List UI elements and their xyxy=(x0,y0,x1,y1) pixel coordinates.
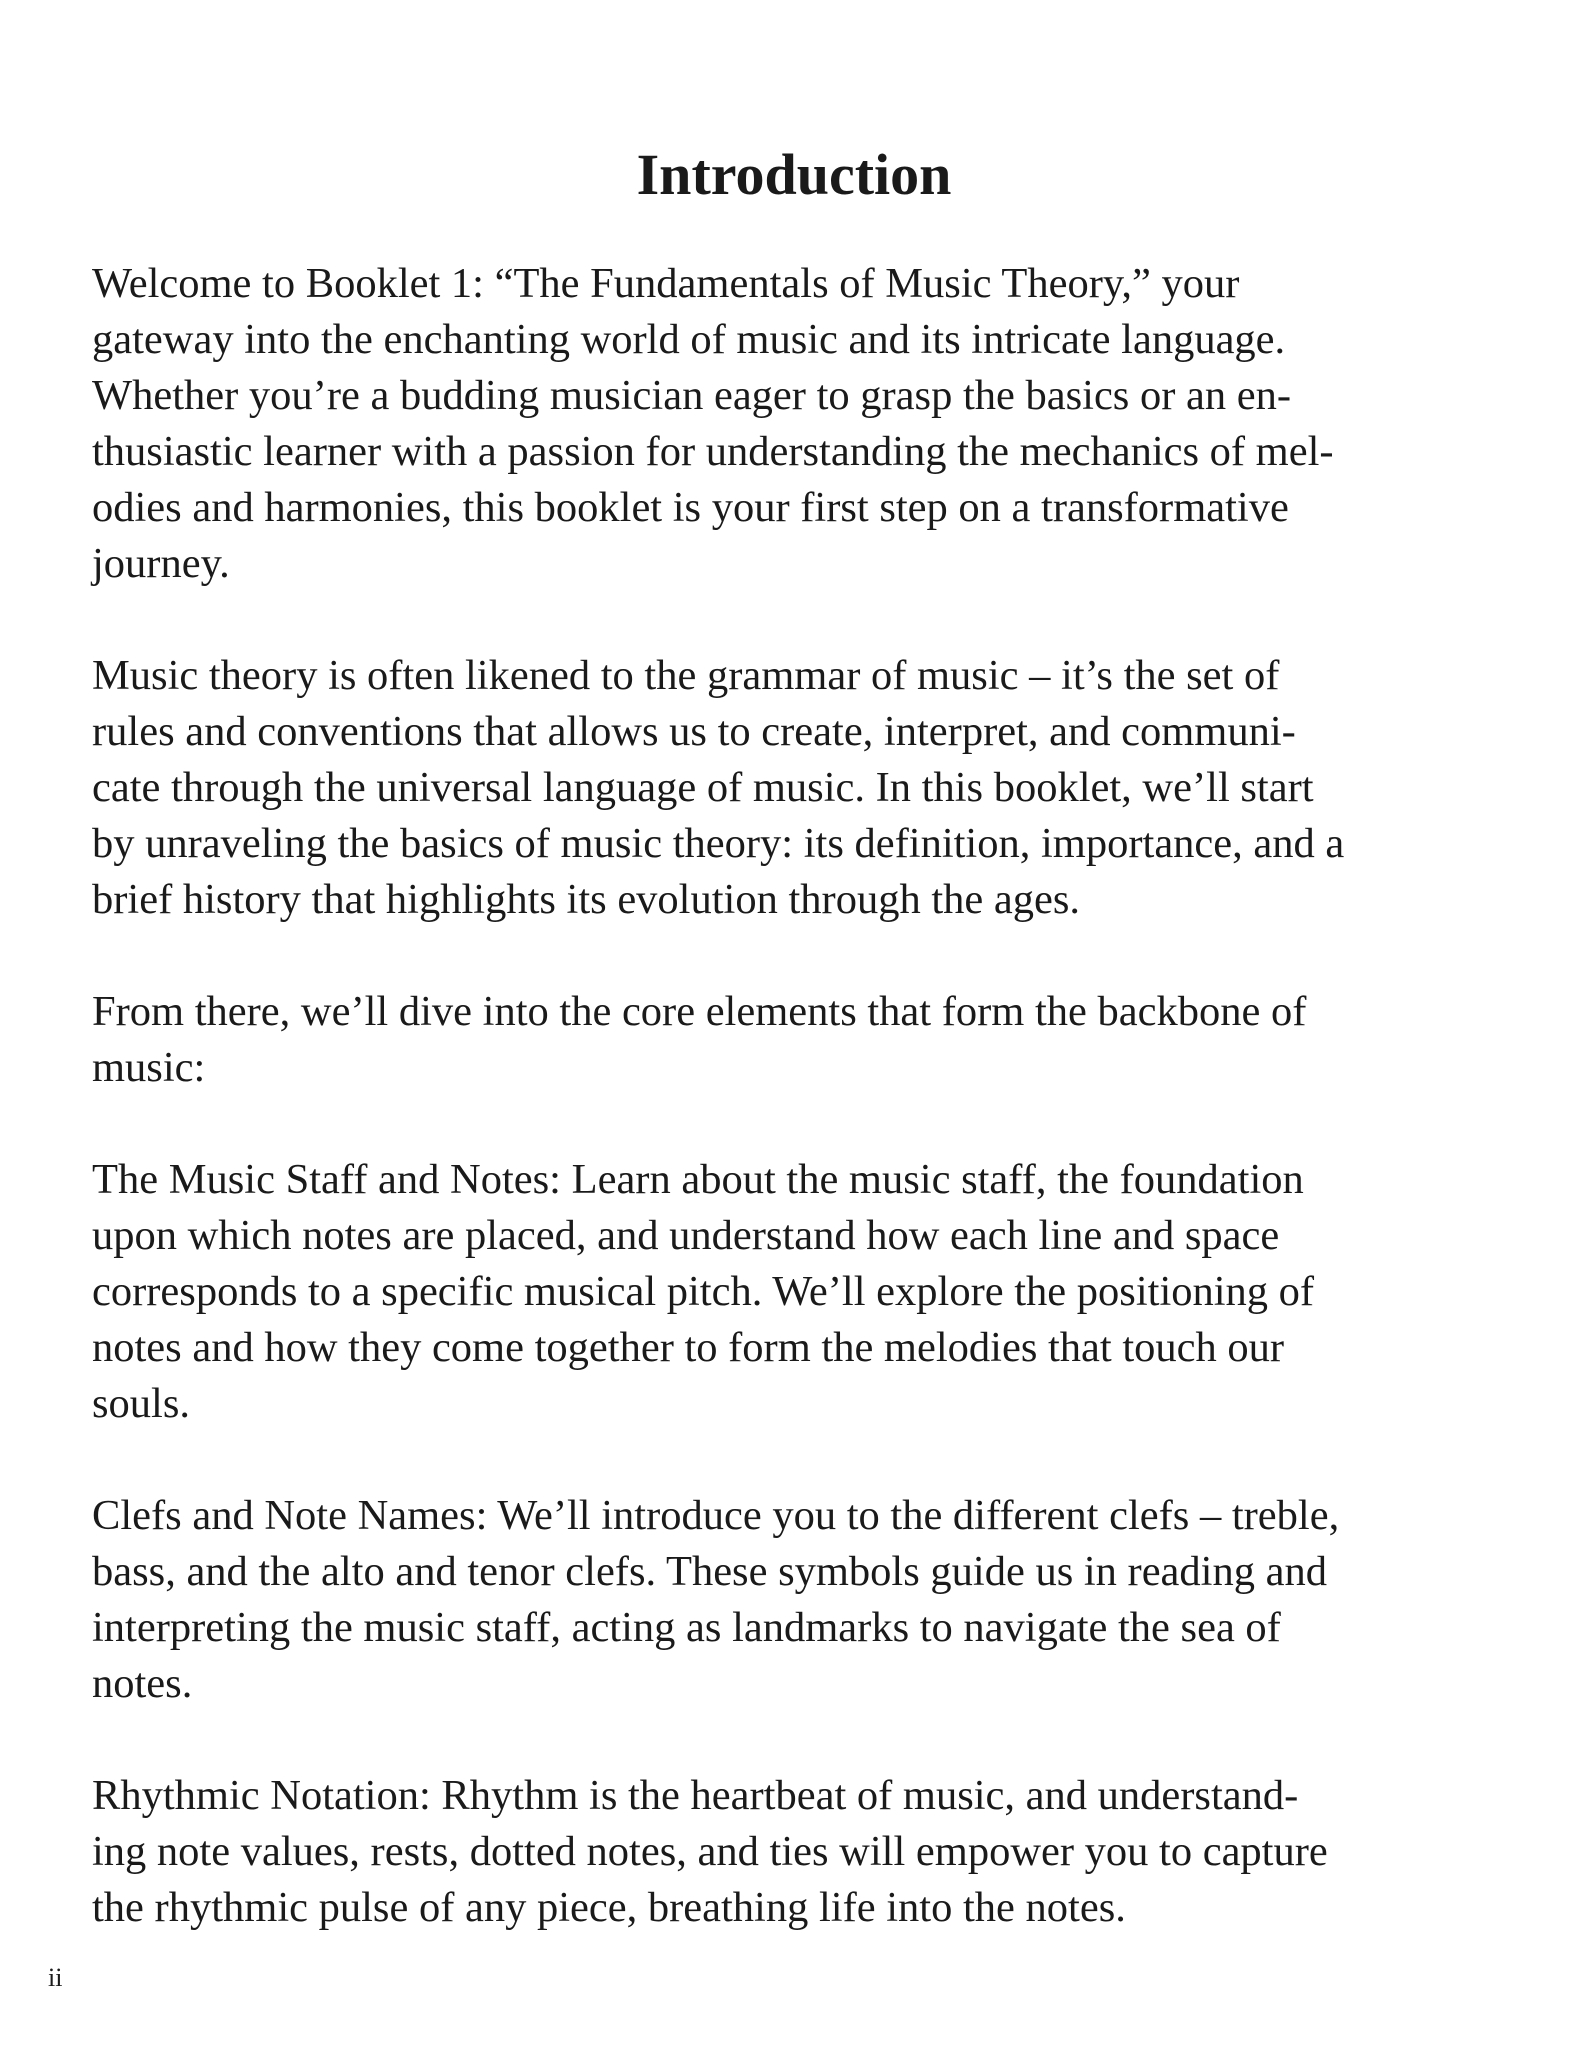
page-title: Introduction xyxy=(636,142,952,207)
text-line: souls. xyxy=(92,1380,191,1427)
text-line: music: xyxy=(92,1044,206,1091)
text-line: upon which notes are placed, and understand how each line and space xyxy=(92,1212,1280,1259)
paragraph-staff-and-notes xyxy=(92,1152,1502,1432)
body-text xyxy=(92,256,1502,1992)
text-line: brief history that highlights its evolution through the ages. xyxy=(92,876,1081,923)
paragraph-rhythm xyxy=(92,1768,1502,1936)
text-line: Rhythmic Notation: Rhythm is the heartbeat of music, and understand- xyxy=(92,1772,1299,1819)
text-line: cate through the universal language of music. In this booklet, we’ll start xyxy=(92,764,1314,811)
text-line: thusiastic learner with a passion for understanding the mechanics of mel- xyxy=(92,428,1334,475)
text-line: gateway into the enchanting world of music and its intricate language. xyxy=(92,316,1286,363)
text-line: corresponds to a specific musical pitch. We’ll explore the positioning of xyxy=(92,1268,1315,1315)
text-line: Whether you’re a budding musician eager to grasp the basics or an en- xyxy=(92,372,1292,419)
text-line: Clefs and Note Names: We’ll introduce you to the different clefs – treble, xyxy=(92,1492,1340,1539)
text-line: ing note values, rests, dotted notes, and ties will empower you to capture xyxy=(92,1828,1328,1875)
text-line: journey. xyxy=(92,540,230,587)
text-line: notes. xyxy=(92,1660,193,1707)
page-number: ii xyxy=(48,1963,63,1992)
text-line: rules and conventions that allows us to create, interpret, and communi- xyxy=(92,708,1296,755)
text-line: The Music Staff and Notes: Learn about the music staff, the foundation xyxy=(92,1156,1304,1203)
text-line: From there, we’ll dive into the core elements that form the backbone of xyxy=(92,988,1307,1035)
paragraph-welcome xyxy=(92,256,1502,592)
text-line: bass, and the alto and tenor clefs. These symbols guide us in reading and xyxy=(92,1548,1327,1595)
text-line: odies and harmonies, this booklet is your first step on a transformative xyxy=(92,484,1289,531)
paragraph-music-theory xyxy=(92,648,1502,928)
text-line: notes and how they come together to form the melodies that touch our xyxy=(92,1324,1285,1371)
text-line: the rhythmic pulse of any piece, breathing life into the notes. xyxy=(92,1884,1126,1931)
text-line: Music theory is often likened to the grammar of music – it’s the set of xyxy=(92,652,1280,699)
text-line: by unraveling the basics of music theory: its definition, importance, and a xyxy=(92,820,1345,867)
text-line: Welcome to Booklet 1: “The Fundamentals of Music Theory,” your xyxy=(92,260,1240,307)
text-line: interpreting the music staff, acting as landmarks to navigate the sea of xyxy=(92,1604,1281,1651)
paragraph-clefs xyxy=(92,1488,1502,1712)
paragraph-core-elements xyxy=(92,984,1502,1096)
